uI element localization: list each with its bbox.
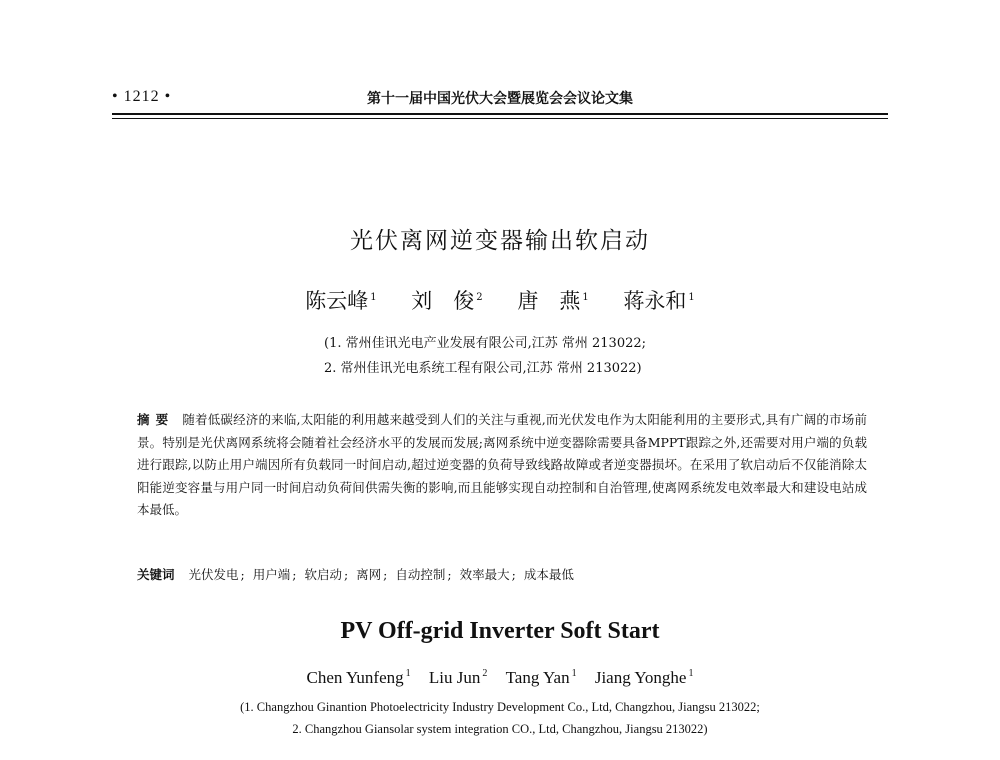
affiliation-mark: 1	[688, 668, 694, 680]
keyword-separator: ;	[511, 567, 516, 582]
header-rule-thin	[112, 118, 888, 119]
author-en	[307, 668, 411, 687]
affiliation-en-2: 2. Changzhou Giansolar system integration CO., Ltd, Changzhou, Jiangsu 213022)	[292, 722, 708, 736]
running-header	[112, 88, 888, 110]
affiliation-mark: 1	[582, 292, 589, 303]
paper-title-en: PV Off-grid Inverter Soft Start	[340, 618, 660, 644]
author-en	[429, 668, 487, 687]
author-cn	[517, 289, 588, 313]
author-cn	[305, 289, 376, 313]
author-en	[506, 668, 577, 687]
keywords-cn	[137, 565, 867, 583]
keyword: 效率最大	[459, 567, 510, 582]
keyword-separator: ;	[240, 567, 245, 582]
abstract-cn	[137, 409, 867, 522]
affiliation-mark: 1	[405, 668, 411, 680]
affiliation-cn-1: (1. 常州佳讯光电产业发展有限公司,江苏 常州 213022;	[324, 336, 647, 351]
keyword: 用户端	[252, 567, 291, 582]
author-en	[595, 668, 694, 687]
author-name: Jiang Yonghe	[594, 668, 687, 687]
keyword: 自动控制	[395, 567, 446, 582]
author-name: Chen Yunfeng	[306, 668, 404, 687]
keywords-label: 关键词	[137, 567, 175, 582]
author-name: 陈云峰	[305, 289, 369, 313]
affiliation-mark: 1	[688, 292, 695, 303]
affiliation-cn-2: 2. 常州佳讯光电系统工程有限公司,江苏 常州 213022)	[324, 361, 642, 376]
author-name: 唐 燕	[517, 289, 581, 313]
author-name: 刘 俊	[411, 289, 475, 313]
author-name: Liu Jun	[428, 668, 481, 687]
author-list-cn	[0, 285, 1000, 315]
keyword: 光伏发电	[188, 567, 239, 582]
keyword: 离网	[356, 567, 382, 582]
abstract-label: 摘要	[137, 412, 175, 427]
header-rule-thick	[112, 113, 888, 115]
author-list-en	[0, 668, 1000, 688]
keyword-separator: ;	[343, 567, 349, 582]
journal-title: 第十一届中国光伏大会暨展览会会议论文集	[367, 91, 633, 107]
author-name: 蒋永和	[623, 289, 687, 313]
affiliation-mark: 1	[571, 668, 577, 680]
abstract-text: 随着低碳经济的来临,太阳能的利用越来越受到人们的关注与重视,而光伏发电作为太阳能利用的主要形式,具有广阔的市场前景。特别是光伏离网系统将会随着社会经济水平的发展而发展;离网系统中逆变器除需要具备MPPT跟踪之外,还需要对用户端的负载进行跟踪,以防止用户端因所有负载同一时间启动,超过逆变器的负荷导致线路故障或者逆变器损坏。在采用了软启动后不仅能消除太阳能逆变容量与用户同一时间启动负荷间供需失衡的影响,而且能够实现自动控制和自治管理,使离网系统发电效率最大和建设电站成本最低。	[137, 412, 867, 517]
keyword-separator: ;	[447, 567, 452, 582]
keyword: 成本最低	[523, 567, 574, 582]
author-cn	[411, 289, 482, 313]
keyword-separator: ;	[292, 567, 297, 582]
paper-title-cn: 光伏离网逆变器输出软启动	[350, 228, 650, 254]
affiliation-en-1: (1. Changzhou Ginantion Photoelectricity Industry Development Co., Ltd, Changzhou, Jiangsu 213022;	[240, 700, 760, 714]
keyword: 软启动	[304, 567, 342, 582]
affiliation-mark: 1	[370, 292, 377, 303]
affiliation-mark: 2	[476, 292, 483, 303]
author-name: Tang Yan	[505, 668, 570, 687]
keyword-separator: ;	[383, 567, 388, 582]
page-number: • 1212 •	[112, 88, 172, 105]
author-cn	[623, 289, 694, 313]
affiliation-mark: 2	[482, 668, 488, 680]
